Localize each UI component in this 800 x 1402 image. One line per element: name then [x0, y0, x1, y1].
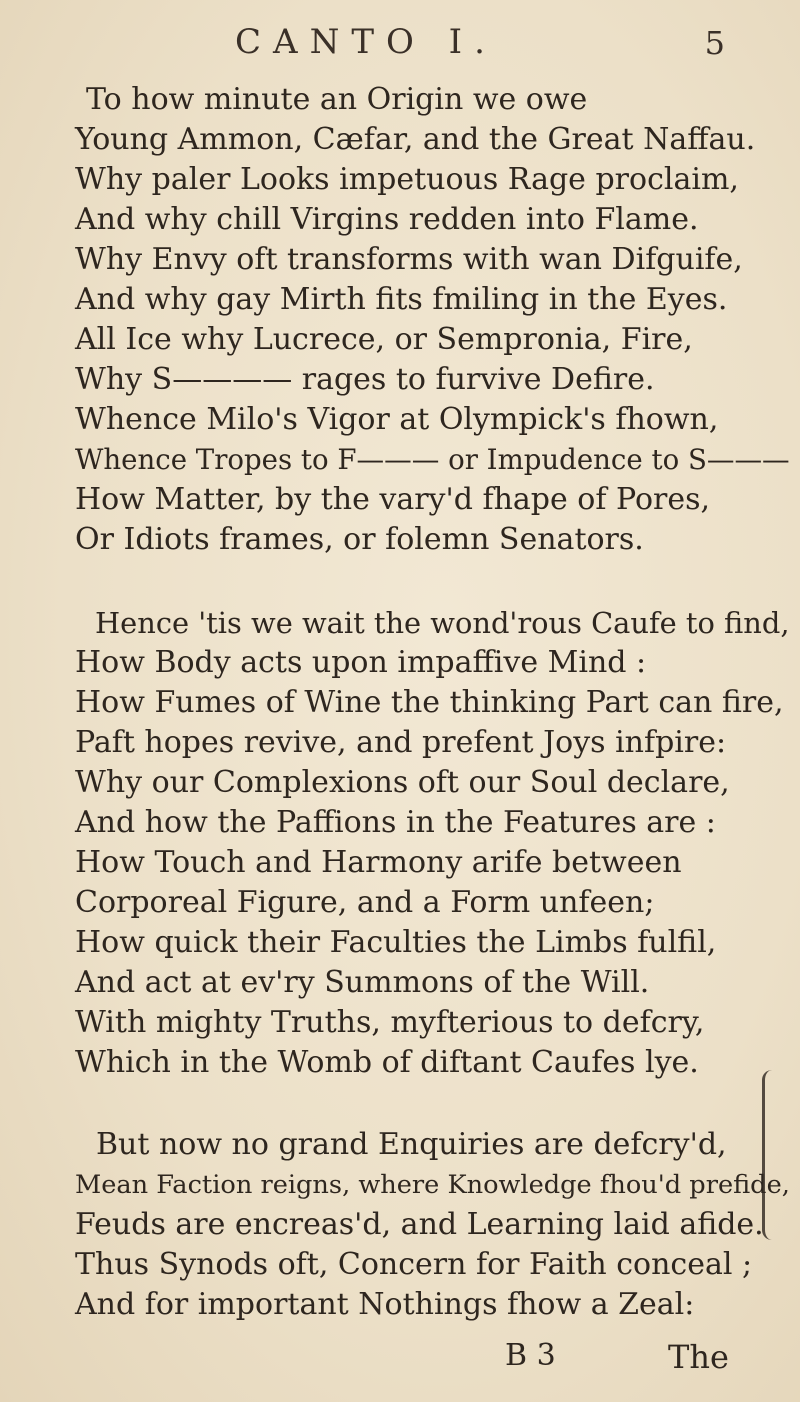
verse-line: Whence Tropes to F——— or Impudence to S———	[75, 443, 790, 476]
verse-line: Whence Milo's Vigor at Olympick's fhown,	[75, 402, 719, 437]
verse-line: But now no grand Enquiries are defcry'd,	[96, 1127, 727, 1162]
verse-line: All Ice why Lucrece, or Sempronia, Fire,	[75, 322, 693, 357]
verse-line: How Body acts upon impaffive Mind :	[75, 645, 647, 680]
verse-line: And how the Paffions in the Features are :	[75, 805, 716, 840]
verse-line: Thus Synods oft, Concern for Faith conceal ;	[75, 1247, 753, 1282]
verse-line: Why Envy oft transforms with wan Difguife,	[75, 242, 743, 277]
signature-mark: B 3	[505, 1338, 556, 1373]
verse-line: With mighty Truths, myfterious to defcry,	[75, 1005, 705, 1040]
verse-line: And why chill Virgins redden into Flame.	[75, 202, 699, 237]
page-header	[235, 22, 725, 70]
catchword: The	[668, 1338, 729, 1376]
verse-line: Corporeal Figure, and a Form unfeen;	[75, 885, 655, 920]
page-number: 5	[704, 24, 725, 62]
verse-line: Why paler Looks impetuous Rage proclaim,	[75, 162, 739, 197]
verse-line: And why gay Mirth fits fmiling in the Eyes.	[75, 282, 728, 317]
page-footer	[0, 1338, 800, 1388]
verse-line: Young Ammon, Cæfar, and the Great Naffau.	[75, 122, 756, 157]
verse-line: How quick their Faculties the Limbs fulfil,	[75, 925, 717, 960]
verse-line: Why S———— rages to furvive Defire.	[75, 362, 655, 397]
verse-line: Or Idiots frames, or folemn Senators.	[75, 522, 644, 557]
verse-line: Feuds are encreas'd, and Learning laid afide.	[75, 1207, 764, 1242]
verse-line: Why our Complexions oft our Soul declare,	[75, 765, 730, 800]
verse-line: And for important Nothings fhow a Zeal:	[75, 1287, 695, 1322]
verse-line: Mean Faction reigns, where Knowledge fhou'd prefide,	[75, 1170, 790, 1200]
verse-line: Which in the Womb of diftant Caufes lye.	[75, 1045, 699, 1080]
verse-line: How Matter, by the vary'd fhape of Pores,	[75, 482, 711, 517]
verse-line: To how minute an Origin we owe	[86, 82, 588, 117]
verse-line: How Touch and Harmony arife between	[75, 845, 682, 880]
verse-line: Hence 'tis we wait the wond'rous Caufe to find,	[95, 606, 790, 640]
verse-line: Paft hopes revive, and prefent Joys infpire:	[75, 725, 727, 760]
verse-line: And act at ev'ry Summons of the Will.	[75, 965, 650, 1000]
margin-bracket	[762, 1070, 779, 1240]
running-title: CANTO I.	[235, 22, 497, 62]
verse-line: How Fumes of Wine the thinking Part can fire,	[75, 685, 784, 720]
